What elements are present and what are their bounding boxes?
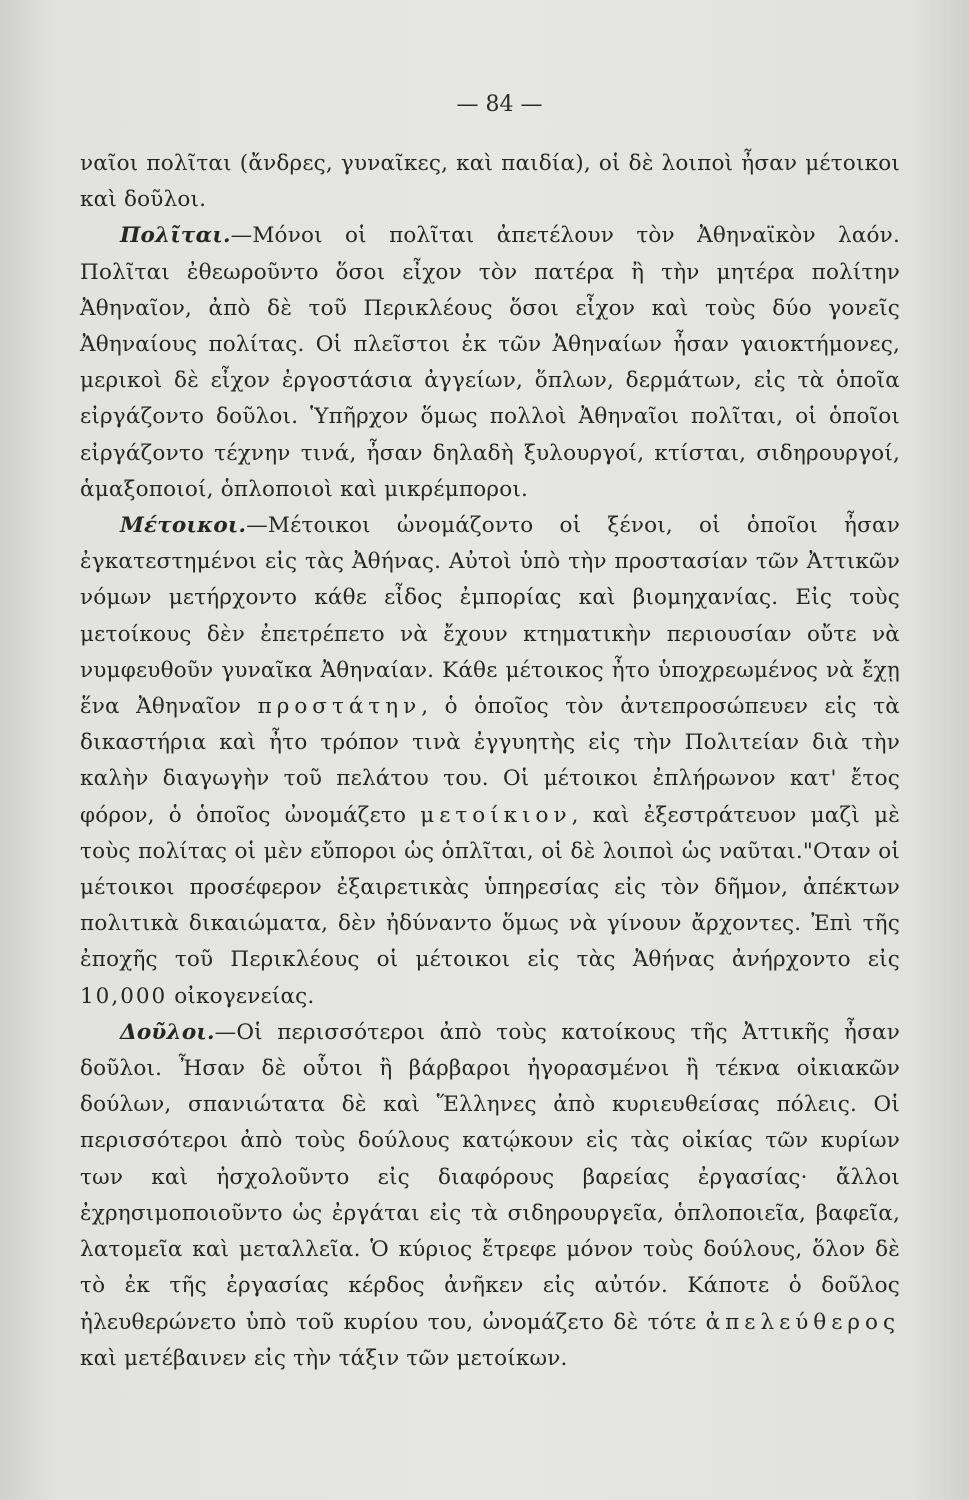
text-run: οἰκογενείας. [167, 983, 315, 1009]
text-run: καὶ μετέβαινεν εἰς τὴν τάξιν τῶν μετοίκων. [80, 1345, 568, 1371]
section-heading: Μέτοικοι. [120, 513, 247, 539]
page-number: — 84 — [456, 92, 543, 117]
number-text: 10,000 [80, 983, 168, 1009]
text-run: —Μόνοι οἱ πολῖται ἀπετέλουν τὸν Ἀθηναϊκὸν λαόν. Πολῖται ἐθεωροῦντο ὅσοι εἶχον τὸν πατέρα ἢ τὴν μητέρα πολίτην Ἀθηναῖον, ἀπὸ δὲ τοῦ Περικλέους ὅσοι εἶχον καὶ τοὺς δύο γονεῖς Ἀθηναίους πολίτας. Οἱ πλεῖστοι ἐκ τῶν Ἀθηναίων ἦσαν γαιοκτήμονες, μερικοὶ δὲ εἶχον ἐργοστάσια ἀγγείων, ὅπλων, δερμάτων, εἰς τὰ ὁποῖα εἰργάζοντο δοῦλοι. Ὑπῆρχον ὅμως πολλοὶ Ἀθηναῖοι πολῖται, οἱ ὁποῖοι εἰργάζοντο τέχνην τινά, ἦσαν δηλαδὴ ξυλουργοί, κτίσται, σιδηρουργοί, ἁμαξοποιοί, ὁπλοποιοὶ καὶ μικρέμποροι. [80, 223, 900, 502]
paragraph [80, 146, 900, 218]
body-text [80, 146, 900, 1377]
paragraph [80, 218, 900, 508]
emphasized-term: μετοίκιον [420, 802, 572, 828]
text-run: , καὶ ἐξεστράτευον μαζὶ μὲ τοὺς πολίτας οἱ μὲν εὔποροι ὡς ὁπλῖται, οἱ δὲ λοιποὶ ὡς ναῦται."Οταν οἱ μέτοικοι προσέφερον ἐξαιρετικὰς ὑπηρεσίας εἰς τὸν δῆμον, ἀπέκτων πολιτικὰ δικαιώματα, δὲν ἠδύναντο ὅμως νὰ γίνουν ἄρχοντες. Ἐπὶ τῆς ἐποχῆς τοῦ Περικλέους οἱ μέτοικοι εἰς τὰς Ἀθήνας ἀνήρχοντο εἰς [80, 802, 900, 973]
text-run: , ὁ ὁποῖος τὸν ἀντεπροσώπευεν εἰς τὰ δικαστήρια καὶ ἦτο τρόπον τινὰ ἐγγυητὴς εἰς τὴν Πολιτείαν διὰ τὴν καλὴν διαγωγὴν τοῦ πελάτου του. Οἱ μέτοικοι ἐπλήρωνον κατ' ἔτος φόρον, ὁ ὁποῖος ὠνομάζετο [80, 694, 900, 828]
text-run: ναῖοι πολῖται (ἄνδρες, γυναῖκες, καὶ παιδία), οἱ δὲ λοιποὶ ἦσαν μέτοικοι καὶ δοῦλοι. [80, 151, 900, 213]
section-heading: Δοῦλοι. [120, 1019, 215, 1045]
section-heading: Πολῖται. [120, 223, 231, 249]
emphasized-term: ἀπελεύθερος [705, 1309, 900, 1335]
emphasized-term: προστάτην [257, 694, 422, 720]
paragraph [80, 1015, 900, 1377]
paragraph [80, 508, 900, 1015]
text-run: —Μέτοικοι ὠνομάζοντο οἱ ξένοι, οἱ ὁποῖοι ἦσαν ἐγκατεστημένοι εἰς τὰς Ἀθήνας. Αὐτοὶ ὑπὸ τὴν προστασίαν τῶν Ἀττικῶν νόμων μετήρχοντο κάθε εἶδος ἐμπορίας καὶ βιομηχανίας. Εἰς τοὺς μετοίκους δὲν ἐπετρέπετο νὰ ἔχουν κτηματικὴν περιουσίαν οὔτε νὰ νυμφευθοῦν γυναῖκα Ἀθηναίαν. Κάθε μέτοικος ἦτο ὑποχρεωμένος νὰ ἔχῃ ἕνα Ἀθηναῖον [80, 513, 900, 720]
text-run: —Οἱ περισσότεροι ἀπὸ τοὺς κατοίκους τῆς Ἀττικῆς ἦσαν δοῦλοι. Ἦσαν δὲ οὗτοι ἢ βάρβαροι ἠγορασμένοι ἢ τέκνα οἰκιακῶν δούλων, σπανιώτατα δὲ καὶ Ἕλληνες ἀπὸ κυριευθείσας πόλεις. Οἱ περισσότεροι ἀπὸ τοὺς δούλους κατῴκουν εἰς τὰς οἰκίας τῶν κυρίων των καὶ ἠσχολοῦντο εἰς διαφόρους βαρείας ἐργασίας· ἄλλοι ἐχρησιμοποιοῦντο ὡς ἐργάται εἰς τὰ σιδηρουργεῖα, ὁπλοποιεῖα, βαφεῖα, λατομεῖα καὶ μεταλλεῖα. Ὁ κύριος ἔτρεφε μόνον τοὺς δούλους, ὅλον δὲ τὸ ἐκ τῆς ἐργασίας κέρδος ἀνῆκεν εἰς αὐτόν. Κάποτε ὁ δοῦλος ἠλευθερώνετο ὑπὸ τοῦ κυρίου του, ὠνομάζετο δὲ τότε [80, 1019, 900, 1335]
